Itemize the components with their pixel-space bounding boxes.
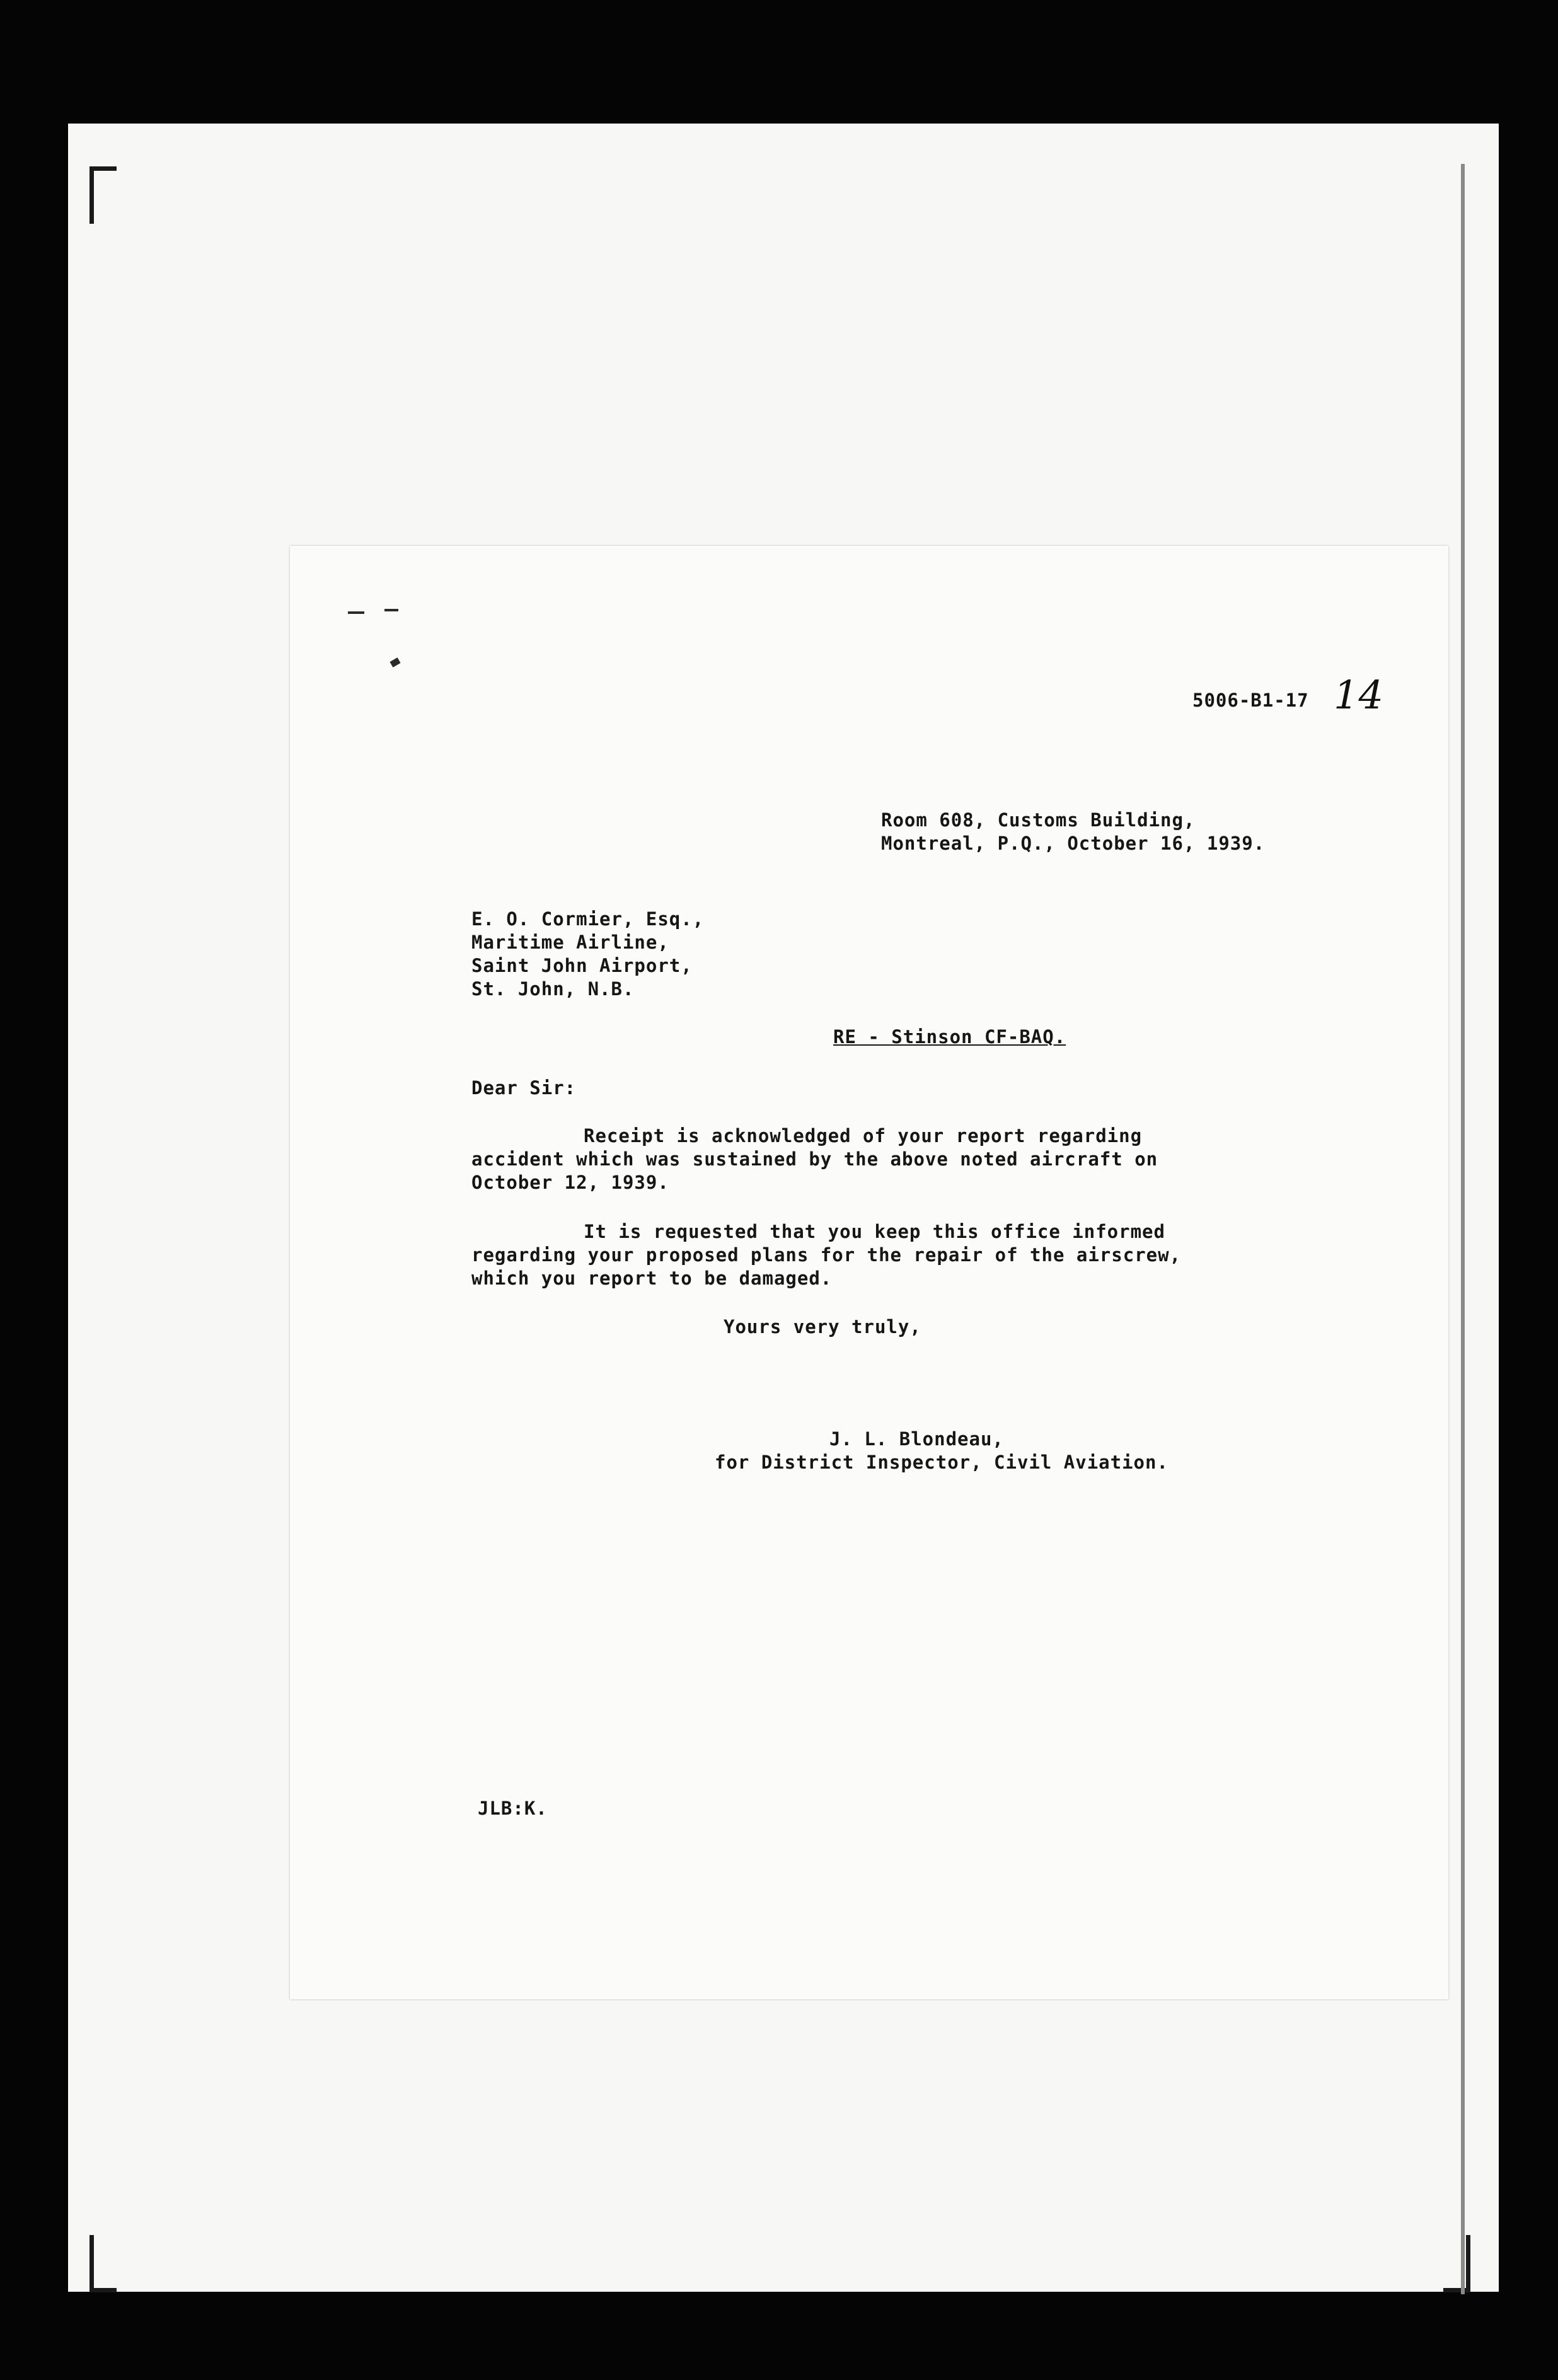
signatory-name: J. L. Blondeau, (829, 1428, 1004, 1450)
paragraph-2 (471, 1220, 1181, 1290)
sender-address-line: Room 608, Customs Building, (881, 809, 1196, 831)
crop-mark-top-left (89, 166, 117, 224)
paragraph-line: regarding your proposed plans for the repair of the airscrew, (471, 1244, 1182, 1266)
letter-page (290, 546, 1448, 1999)
crop-mark-bottom-right (1443, 2235, 1470, 2292)
paragraph-1 (471, 1124, 1158, 1194)
paragraph-line: October 12, 1939. (471, 1172, 669, 1193)
paragraph-line: Receipt is acknowledged of your report regarding (584, 1125, 1143, 1147)
sender-address-date-line: Montreal, P.Q., October 16, 1939. (881, 833, 1266, 854)
paragraph-line: accident which was sustained by the above noted aircraft on (471, 1148, 1158, 1170)
page-edge-shadow (1461, 164, 1465, 2294)
paragraph-line: which you report to be damaged. (471, 1268, 833, 1289)
subject-line: RE - Stinson CF-BAQ. (833, 1026, 1066, 1048)
recipient-line: St. John, N.B. (471, 978, 635, 1000)
signatory-title: for District Inspector, Civil Aviation. (715, 1452, 1168, 1473)
crop-mark-bottom-left (89, 2235, 117, 2292)
handwritten-folio-number: 14 (1334, 672, 1383, 718)
complimentary-close: Yours very truly, (724, 1316, 921, 1337)
file-reference: 5006-B1-17 (1192, 690, 1309, 711)
punch-hole-mark (390, 657, 400, 667)
recipient-line: E. O. Cormier, Esq., (471, 908, 705, 930)
punch-hole-mark (348, 611, 364, 614)
salutation: Dear Sir: (471, 1077, 577, 1099)
recipient-block (471, 908, 704, 1001)
typist-initials: JLB:K. (478, 1798, 548, 1819)
punch-hole-mark (384, 609, 398, 611)
recipient-line: Maritime Airline, (471, 932, 669, 953)
recipient-line: Saint John Airport, (471, 955, 693, 976)
paragraph-line: It is requested that you keep this office informed (584, 1221, 1165, 1242)
